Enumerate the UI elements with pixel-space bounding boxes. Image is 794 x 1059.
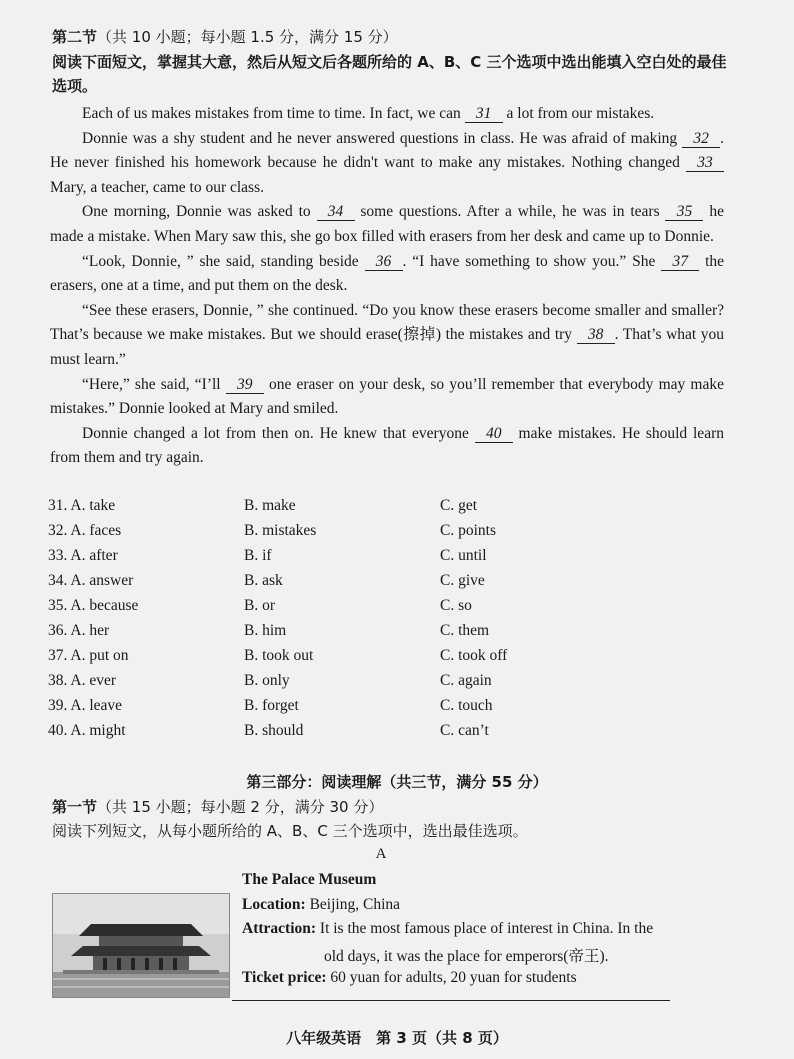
option-c[interactable]: C. give <box>440 572 485 589</box>
option-a[interactable]: 35. A. because <box>48 597 139 614</box>
cloze-passage <box>50 102 724 471</box>
option-a[interactable]: 38. A. ever <box>48 672 117 689</box>
paragraph-3: One morning, Donnie was asked to 34 some questions. After a while, he was in tears 35 he made a mistake. When Mary saw this, she go box filled with erasers from her desk and came up to Donnie. <box>50 203 724 245</box>
option-b[interactable]: B. him <box>244 622 287 639</box>
option-b[interactable]: B. took out <box>244 647 314 664</box>
option-b[interactable]: B. should <box>244 722 304 739</box>
paragraph-4: “Look, Donnie, ” she said, standing beside 36 . “I have something to show you.” She 37 the erasers, one at a time, and put them on the desk. <box>50 252 725 295</box>
paragraph-2: Donnie was a shy student and he never answered questions in class. He was afraid of making 32 . He never finished his homework because he didn't want to make any mistakes. Nothing changed 33 Mary, a teacher, came to our class. <box>50 129 724 196</box>
paragraph-7: Donnie changed a lot from then on. He knew that everyone 40 make mistakes. He should learn from them and try again. <box>50 424 724 467</box>
option-a[interactable]: 32. A. faces <box>48 522 122 539</box>
option-a[interactable]: 37. A. put on <box>48 647 129 664</box>
palace-museum-photo <box>52 893 230 998</box>
option-row-37 <box>48 647 728 671</box>
option-c[interactable]: C. took off <box>440 647 508 664</box>
blank-37: 37 <box>661 254 699 271</box>
card-ticket: Ticket price: 60 yuan for adults, 20 yuan for students <box>242 969 577 986</box>
palace-image-icon <box>53 894 229 997</box>
paragraph-5: “See these erasers, Donnie, ” she continued. “Do you know these erasers become smaller and smaller? That’s because we make mistakes. But we should erase(擦掉) the mistakes and try 38 . That’s what you must learn.” <box>50 301 725 368</box>
option-b[interactable]: B. make <box>244 497 296 514</box>
section-heading: 第二节（共 10 小题；每小题 1.5 分，满分 15 分） <box>52 28 398 46</box>
reading-instruction: 阅读下列短文，从每小题所给的 A、B、C 三个选项中，选出最佳选项。 <box>52 822 528 840</box>
option-a[interactable]: 31. A. take <box>48 497 116 514</box>
page-footer: 八年级英语 第 3 页（共 8 页） <box>286 1029 508 1047</box>
option-row-38 <box>48 672 728 696</box>
option-row-31 <box>48 497 728 521</box>
option-a[interactable]: 39. A. leave <box>48 697 123 714</box>
option-c[interactable]: C. points <box>440 522 496 539</box>
option-row-39 <box>48 697 728 721</box>
option-c[interactable]: C. them <box>440 622 490 639</box>
paragraph-6: “Here,” she said, “I’ll 39 one eraser on your desk, so you’ll remember that everybody may make mistakes.” Donnie looked at Mary and smiled. <box>50 375 724 418</box>
blank-40: 40 <box>475 426 513 443</box>
option-row-33 <box>48 547 728 571</box>
blank-39: 39 <box>226 377 264 394</box>
option-row-40 <box>48 722 728 746</box>
option-row-32 <box>48 522 728 546</box>
card-title: The Palace Museum <box>242 871 377 888</box>
option-c[interactable]: C. again <box>440 672 492 689</box>
option-a[interactable]: 36. A. her <box>48 622 110 639</box>
option-b[interactable]: B. mistakes <box>244 522 317 539</box>
option-c[interactable]: C. until <box>440 547 487 564</box>
blank-31: 31 <box>465 106 503 123</box>
blank-38: 38 <box>577 327 615 344</box>
passage-label: A <box>375 846 387 862</box>
blank-35: 35 <box>665 204 703 221</box>
card-attraction-cont: old days, it was the place for emperors(帝王). <box>324 948 609 965</box>
option-b[interactable]: B. ask <box>244 572 283 589</box>
option-row-36 <box>48 622 728 646</box>
option-b[interactable]: B. forget <box>244 697 299 714</box>
option-c[interactable]: C. so <box>440 597 472 614</box>
section-heading-reading: 第一节（共 15 小题；每小题 2 分，满分 30 分） <box>52 798 384 816</box>
section-instruction: 阅读下面短文，掌握其大意，然后从短文后各题所给的 A、B、C 三个选项中选出能填入空白处的最佳选项。 <box>52 53 727 95</box>
card-attraction: Attraction: It is the most famous place of interest in China. In the <box>242 920 654 937</box>
option-b[interactable]: B. only <box>244 672 290 689</box>
option-row-34 <box>48 572 728 596</box>
option-b[interactable]: B. if <box>244 547 272 564</box>
blank-34: 34 <box>317 204 355 221</box>
option-row-35 <box>48 597 728 621</box>
option-a[interactable]: 34. A. answer <box>48 572 134 589</box>
paragraph-1: Each of us makes mistakes from time to time. In fact, we can 31 a lot from our mistakes. <box>82 105 655 122</box>
option-c[interactable]: C. get <box>440 497 478 514</box>
option-c[interactable]: C. can’t <box>440 722 489 739</box>
option-b[interactable]: B. or <box>244 597 275 614</box>
option-c[interactable]: C. touch <box>440 697 493 714</box>
part-title: 第三部分：阅读理解（共三节，满分 55 分） <box>246 773 548 791</box>
card-location: Location: Beijing, China <box>242 896 401 913</box>
blank-32: 32 <box>682 131 720 148</box>
option-a[interactable]: 33. A. after <box>48 547 118 564</box>
blank-33: 33 <box>686 155 724 172</box>
option-a[interactable]: 40. A. might <box>48 722 126 739</box>
divider <box>232 1000 670 1001</box>
blank-36: 36 <box>365 254 403 271</box>
